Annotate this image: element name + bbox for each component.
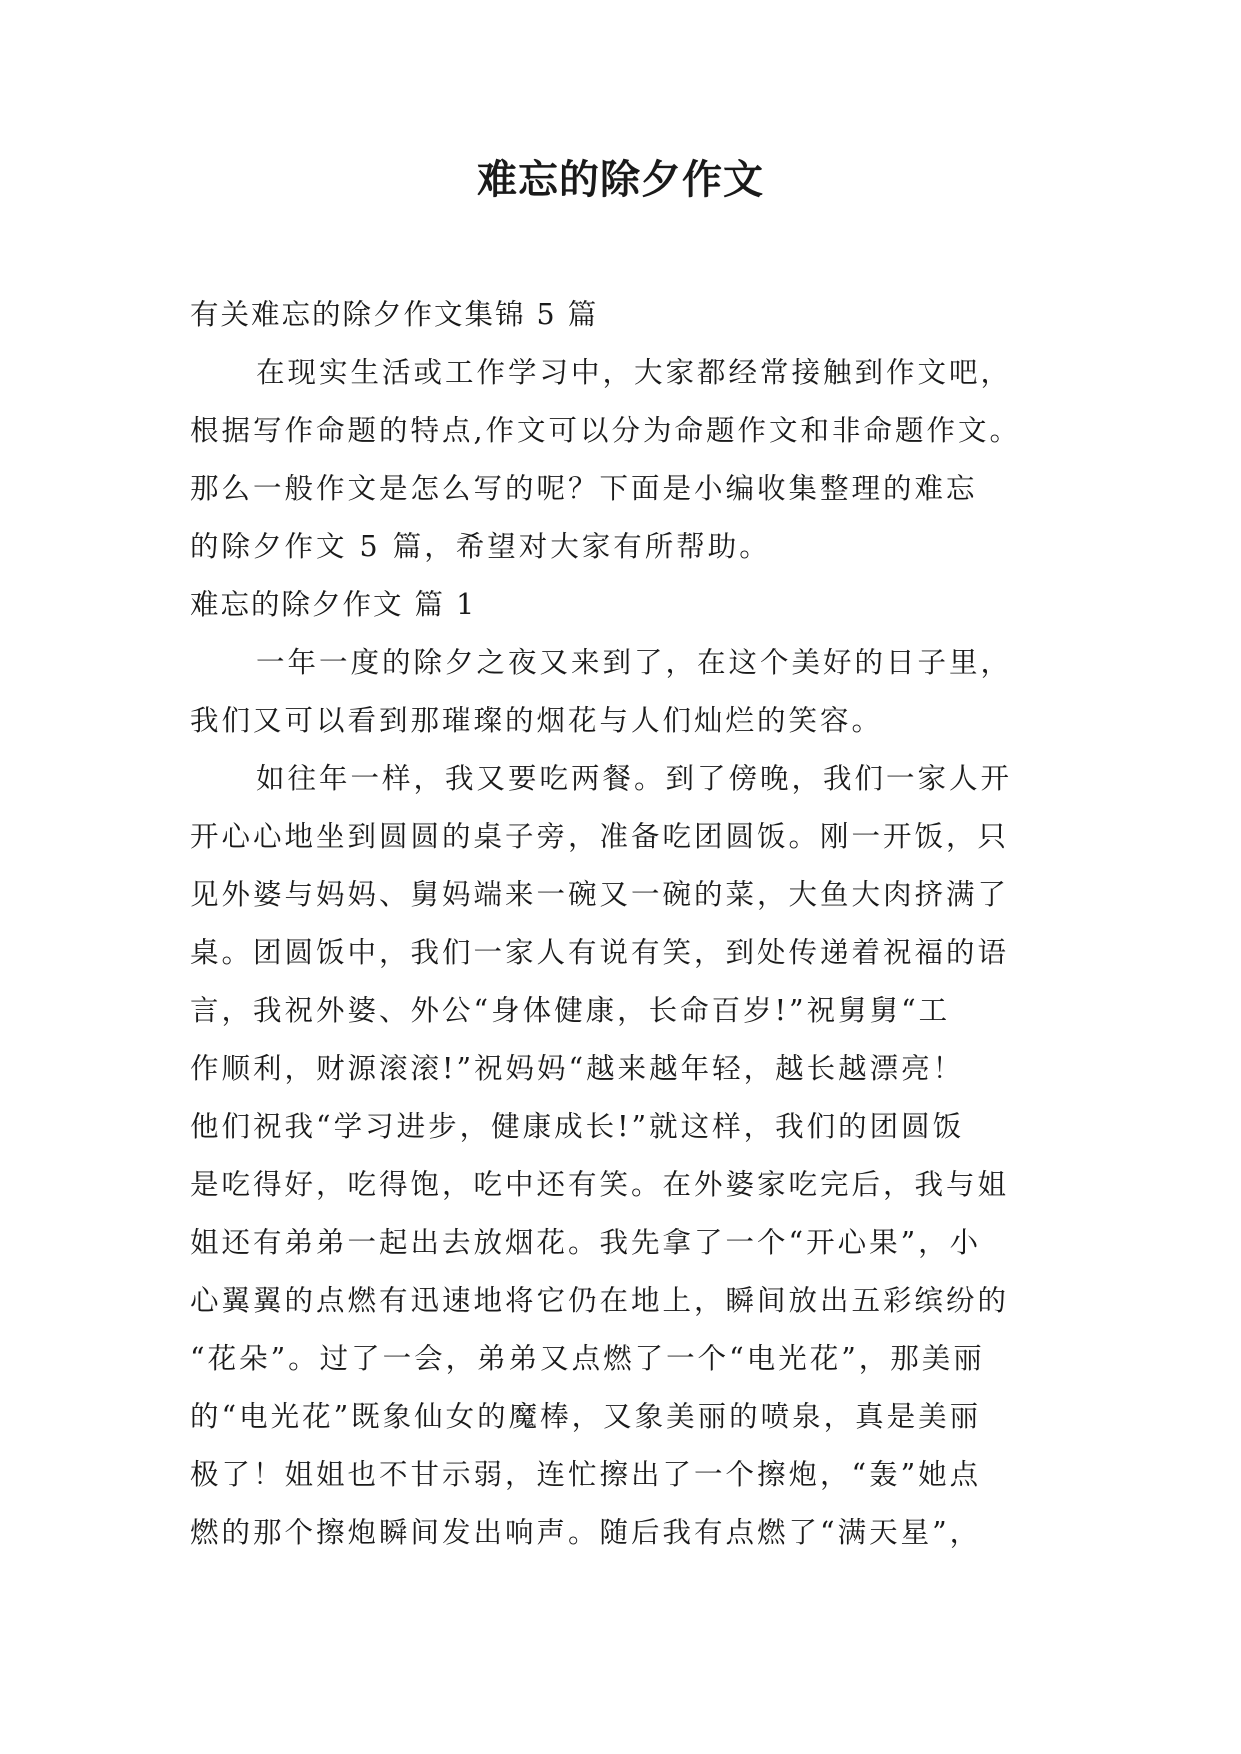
document-body — [190, 286, 1070, 1562]
text-line: 言，我祝外婆、外公“身体健康，长命百岁!”祝舅舅“工 — [190, 994, 951, 1027]
text-line: 心翼翼的点燃有迅速地将它仍在地上，瞬间放出五彩缤纷的 — [190, 1284, 1010, 1317]
text-line: 一年一度的除夕之夜又来到了，在这个美好的日子里， — [256, 646, 1013, 679]
text-line: 根据写作命题的特点,作文可以分为命题作文和非命题作文。 — [190, 414, 1022, 447]
text-line: 见外婆与妈妈、舅妈端来一碗又一碗的菜，大鱼大肉挤满了 — [190, 878, 1010, 911]
text-line: 的“电光花”既象仙女的魔棒，又象美丽的喷泉，真是美丽 — [190, 1400, 982, 1433]
text-line: 作顺利，财源滚滚!”祝妈妈“越来越年轻，越长越漂亮！ — [190, 1052, 965, 1085]
text-line: 燃的那个擦炮瞬间发出响声。随后我有点燃了“满天星”， — [190, 1516, 982, 1549]
document-title: 难忘的除夕作文 — [477, 157, 764, 203]
text-line: “花朵”。过了一会，弟弟又点燃了一个“电光花”，那美丽 — [190, 1342, 985, 1375]
text-line: 我们又可以看到那璀璨的烟花与人们灿烂的笑容。 — [190, 704, 884, 737]
text-line: 在现实生活或工作学习中，大家都经常接触到作文吧， — [256, 356, 1013, 389]
section-heading: 难忘的除夕作文 篇 1 — [190, 588, 477, 621]
text-line: 桌。团圆饭中，我们一家人有说有笑，到处传递着祝福的语 — [190, 936, 1010, 969]
text-line: 那么一般作文是怎么写的呢？下面是小编收集整理的难忘 — [190, 472, 978, 505]
text-line: 是吃得好，吃得饱，吃中还有笑。在外婆家吃完后，我与姐 — [190, 1168, 1010, 1201]
section-heading: 有关难忘的除夕作文集锦 5 篇 — [190, 298, 599, 331]
text-line: 如往年一样，我又要吃两餐。到了傍晚，我们一家人开 — [256, 762, 1013, 795]
text-line: 极了！姐姐也不甘示弱，连忙擦出了一个擦炮，“轰”她点 — [190, 1458, 982, 1491]
text-line: 的除夕作文 5 篇，希望对大家有所帮助。 — [190, 530, 771, 563]
text-line: 开心心地坐到圆圆的桌子旁，准备吃团圆饭。刚一开饭，只 — [190, 820, 1010, 853]
text-line: 姐还有弟弟一起出去放烟花。我先拿了一个“开心果”，小 — [190, 1226, 982, 1259]
text-line: 他们祝我“学习进步，健康成长!”就这样，我们的团圆饭 — [190, 1110, 965, 1143]
